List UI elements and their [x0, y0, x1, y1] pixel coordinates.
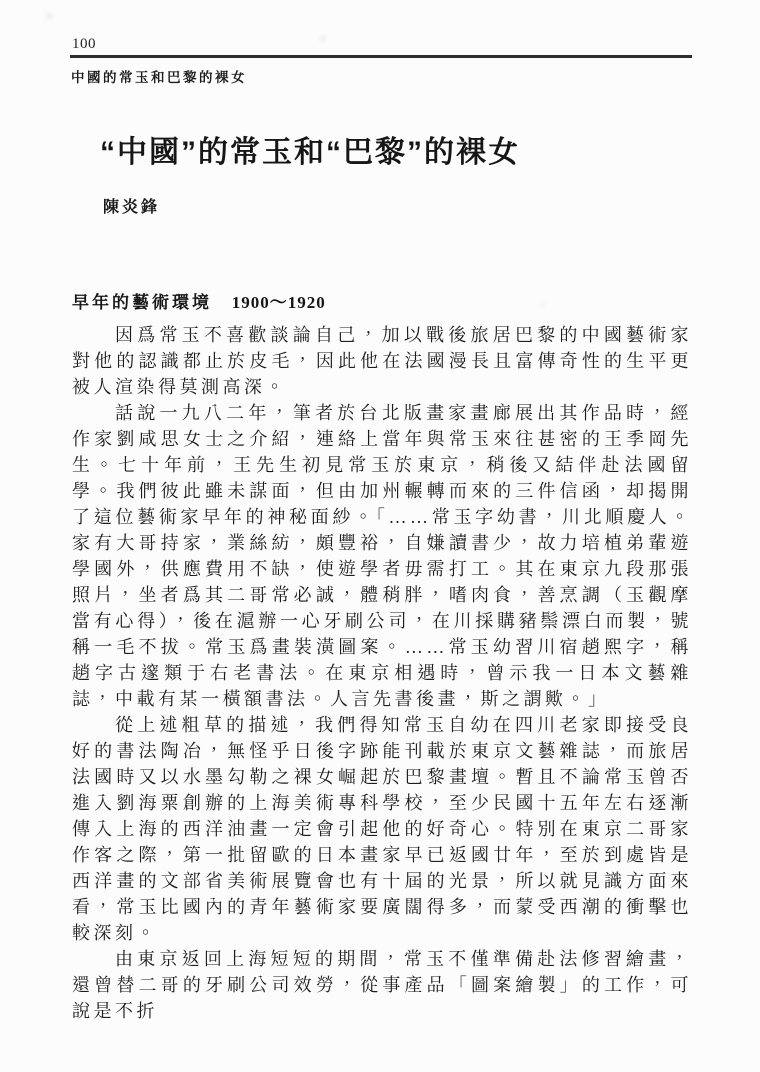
scan-speck	[320, 36, 326, 41]
section-heading-years: 1900～1920	[231, 293, 326, 312]
paragraph-4: 由東京返回上海短短的期間，常玉不僅準備赴法修習繪畫，還曾替二哥的牙刷公司效勞，從事產品「圖案繪製」的工作，可說是不折	[72, 949, 692, 1021]
scan-speck	[46, 13, 53, 19]
author-name: 陳炎鋒	[103, 199, 161, 216]
header-rule	[70, 55, 692, 58]
article-body	[72, 290, 692, 1024]
paragraph-1: 因爲常玉不喜歡談論自己，加以戰後旅居巴黎的中國藝術家對他的認識都止於皮毛，因此他在法國漫長且富傳奇性的生平更被人渲染得莫測高深。	[72, 325, 692, 397]
running-header: 中國的常玉和巴黎的裸女	[71, 70, 247, 85]
paragraph-3: 從上述粗草的描述，我們得知常玉自幼在四川老家即接受良好的書法陶冶，無怪乎日後字跡能刊載於東京文藝雜誌，而旅居法國時又以水墨勾勒之裸女崛起於巴黎畫壇。暫且不論常玉曾否進入劉海粟創辦的上海美術專科學校，至少民國十五年左右逐漸傳入上海的西洋油畫一定會引起他的好奇心。特別在東京二哥家作客之際，第一批留歐的日本畫家早已返國廿年，至於到處皆是西洋畫的文部省美術展覽會也有十屆的光景，所以就見識方面來看，常玉比國內的青年藝術家要廣闊得多，而蒙受西潮的衝擊也較深刻。	[72, 715, 692, 943]
paragraph-2: 話說一九八二年，筆者於台北版畫家畫廊展出其作品時，經作家劉咸思女士之介紹，連絡上當年與常玉來往甚密的王季岡先生。七十年前，王先生初見常玉於東京，稍後又結伴赴法國留學。我們彼此雖未謀面，但由加州輾轉而來的三件信函，却揭開了這位藝術家早年的神秘面紗。「……常玉字幼書，川北順慶人。家有大哥持家，業絲紡，頗豐裕，自嫌讀書少，故力培植弟輩遊學國外，供應費用不缺，使遊學者毋需打工。其在東京九段那張照片，坐者爲其二哥常必誠，體稍胖，嗜肉食，善烹調（玉觀摩當有心得），後在滬辦一心牙刷公司，在川採購豬鬃漂白而製，號稱一毛不拔。常玉爲畫裝潢圖案。……常玉幼習川宿趙熙字，稱趙字古邃類于右老書法。在東京相遇時，曾示我一日本文藝雜誌，中載有某一橫額書法。人言先書後畫，斯之謂歟。」	[72, 403, 692, 709]
section-heading	[72, 290, 692, 316]
article-title: “中國”的常玉和“巴黎”的裸女	[100, 136, 520, 169]
section-heading-text: 早年的藝術環境	[72, 293, 212, 312]
page-number: 100	[72, 36, 96, 52]
